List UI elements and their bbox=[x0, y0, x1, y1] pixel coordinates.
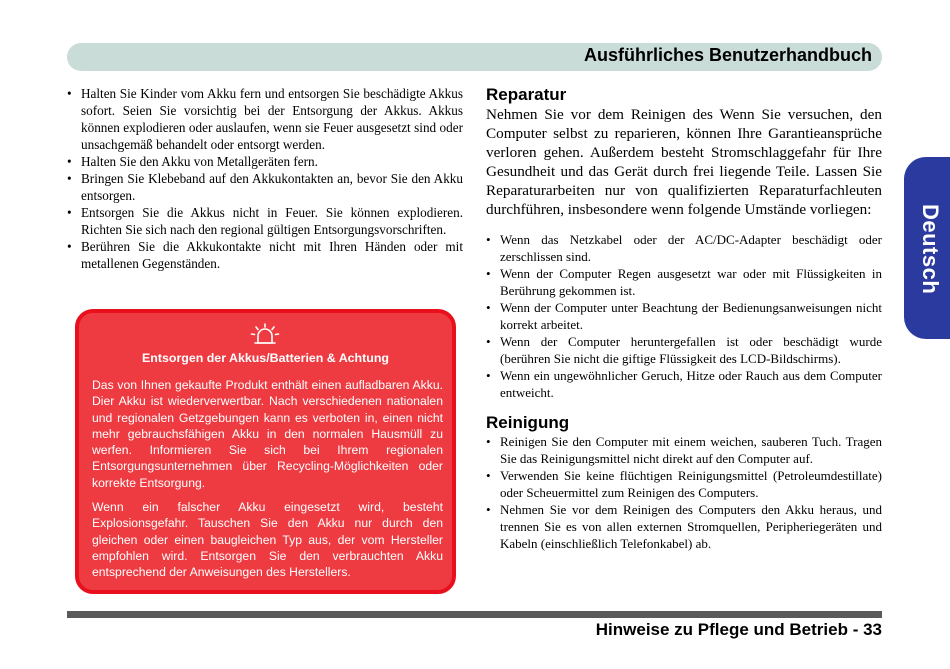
battery-disposal-warning-box bbox=[75, 309, 456, 594]
list-item: • Verwenden Sie keine flüchtigen Reinigungsmittel (Petroleumdestillate) oder Scheuermittel zum Reinigen des Computers. bbox=[486, 467, 882, 501]
list-item: • Entsorgen Sie die Akkus nicht in Feuer. Sie können explodieren. Richten Sie sich nach den regional gültigen Entsorgungsvorschriften. bbox=[63, 204, 463, 238]
warning-paragraph: Wenn ein falscher Akku eingesetzt wird, besteht Explosionsgefahr. Tauschen Sie den Akku nur durch den gleichen oder einen baugleichen Typ aus, der vom Hersteller empfohlen wird. Entsorgen Sie den verbrauchten Akku entsprechend der Anweisungen des Herstellers. bbox=[92, 500, 443, 580]
page-header-title: Ausführliches Benutzerhandbuch bbox=[583, 45, 872, 65]
list-item: • Nehmen Sie vor dem Reinigen des Computers den Akku heraus, und trennen Sie es von allen externen Stromquellen, Peripheriegeräten und Kabeln (einschließlich Telefonkabel) ab. bbox=[486, 501, 882, 552]
right-column bbox=[486, 85, 882, 552]
page-footer-title: Hinweise zu Pflege und Betrieb - 33 bbox=[595, 620, 882, 639]
list-item: • Wenn der Computer heruntergefallen ist oder beschädigt wurde (berühren Sie nicht die giftige Flüssigkeit des LCD-Bildschirms). bbox=[486, 333, 882, 367]
warning-title: Entsorgen der Akkus/Batterien & Achtung bbox=[142, 351, 389, 365]
reparatur-list bbox=[486, 231, 882, 401]
list-item: • Wenn der Computer unter Beachtung der Bedienungsanweisungen nicht korrekt arbeitet. bbox=[486, 299, 882, 333]
language-tab-label: Deutsch bbox=[918, 204, 943, 295]
list-item: • Wenn ein ungewöhnlicher Geruch, Hitze oder Rauch aus dem Computer entweicht. bbox=[486, 367, 882, 401]
battery-safety-list bbox=[63, 85, 463, 272]
list-item: • Halten Sie den Akku von Metallgeräten fern. bbox=[63, 153, 463, 170]
reinigung-list bbox=[486, 433, 882, 552]
list-item: • Halten Sie Kinder vom Akku fern und entsorgen Sie beschädigte Akkus sofort. Seien Sie vorsichtig bei der Entsorgung der Akkus. Akkus können explodieren oder auslaufen, wenn sie Feuer ausgesetzt sind oder unsachgemäß behandelt oder entsorgt werden. bbox=[63, 85, 463, 153]
list-item: • Bringen Sie Klebeband auf den Akkukontakten an, bevor Sie den Akku entsorgen. bbox=[63, 170, 463, 204]
left-column bbox=[63, 85, 463, 272]
reparatur-intro: Nehmen Sie vor dem Reinigen des Wenn Sie versuchen, den Computer selbst zu reparieren, können Ihre Garantieansprüche verloren gehen. Außerdem besteht Stromschlaggefahr für Ihre Gesundheit und das Gerät durch frei liegende Teile. Lassen Sie Reparaturarbeiten nur von qualifizierten Reparaturfachleuten durchführen, insbesondere wenn folgende Umstände vorliegen: bbox=[486, 106, 882, 218]
list-item: • Reinigen Sie den Computer mit einem weichen, sauberen Tuch. Tragen Sie das Reinigungsmittel nicht direkt auf den Computer auf. bbox=[486, 433, 882, 467]
footer-divider bbox=[67, 611, 882, 618]
section-heading-reinigung: Reinigung bbox=[486, 413, 570, 432]
list-item: • Berühren Sie die Akkukontakte nicht mit Ihren Händen oder mit metallenen Gegenständen. bbox=[63, 238, 463, 272]
warning-paragraph: Das von Ihnen gekaufte Produkt enthält einen aufladbaren Akku. Dier Akku ist wiederverwertbar. Nach verschiedenen nationalen und regionalen Getzgebungen kann es verboten in, einen nicht mehr gebrauchsfähigen Akku in den normalen Hausmüll zu werfen. Informieren Sie sich bei Ihrem regionalen Entsorgungsunternehmen über Recycling-Möglichkeiten oder korrekte Entsorgung. bbox=[92, 378, 443, 490]
warning-hazard-icon bbox=[250, 323, 280, 347]
list-item: • Wenn der Computer Regen ausgesetzt war oder mit Flüssigkeiten in Berührung gekommen ist. bbox=[486, 265, 882, 299]
list-item: • Wenn das Netzkabel oder der AC/DC-Adapter beschädigt oder zerschlissen sind. bbox=[486, 231, 882, 265]
section-heading-reparatur: Reparatur bbox=[486, 85, 567, 104]
